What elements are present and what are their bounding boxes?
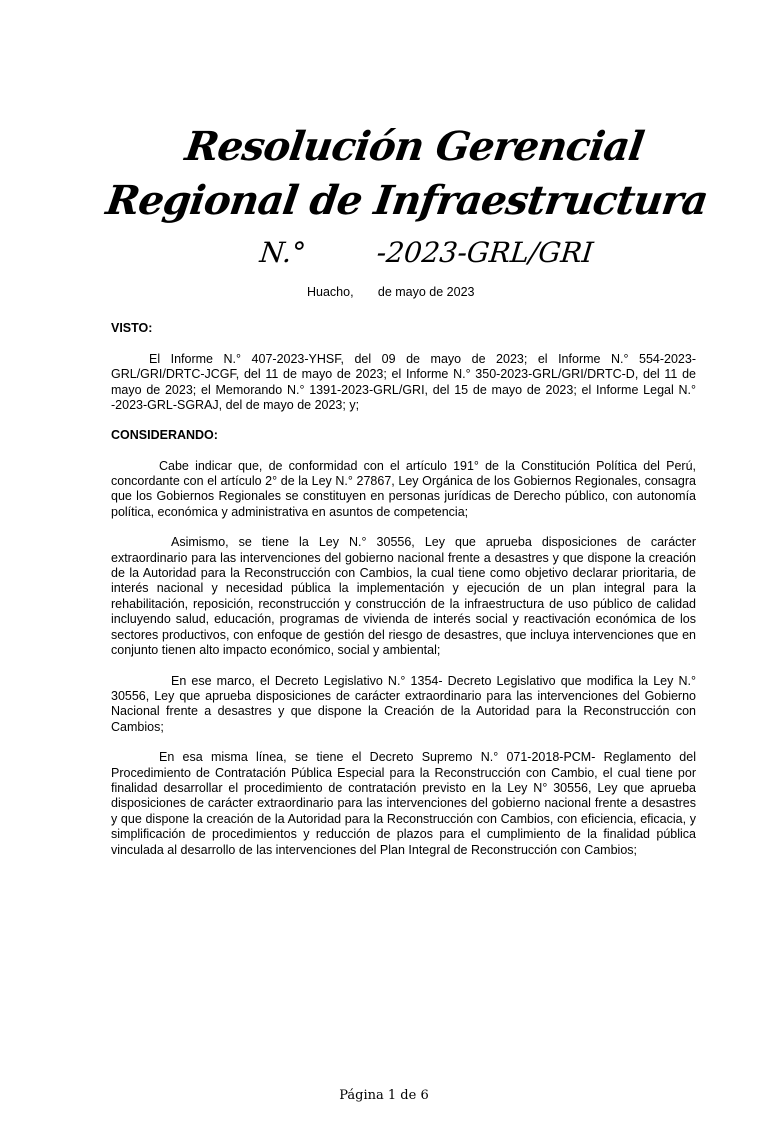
document-title: Resolución Gerencial Regional de Infraestructura	[103, 123, 711, 224]
considerando-paragraph-4: En esa misma línea, se tiene el Decreto Supremo N.° 071-2018-PCM- Reglamento del Procedimiento de Contratación Pública Especial para la Reconstrucción con Cambio, el cual tiene por finalidad desarrollar el procedimiento de contratación previsto en la Ley N° 30556, Ley que aprueba disposiciones de carácter extraordinario para las intervenciones del gobierno nacional frente a desastres y que dispone la creación de la Autoridad para la Reconstrucción con Cambios, con eficiencia, eficacia, y simplificación de procedimientos y reducción de plazos para el cumplimiento de la finalidad pública vinculada al desarrollo de las intervenciones del Plan Integral de Reconstrucción con Cambios;	[111, 750, 696, 857]
considerando-paragraph-2: Asimismo, se tiene la Ley N.° 30556, Ley que aprueba disposiciones de carácter extraordinario para las intervenciones del gobierno nacional frente a desastres y que dispone la creación de la Autoridad para la Reconstrucción con Cambios, la cual tiene como objetivo declarar prioritaria, de interés nacional y necesidad pública la implementación y ejecución de un plan integral para la rehabilitación, reposición, reconstrucción y construcción de la infraestructura de uso público de calidad incluyendo salud, educación, programas de vivienda de interés social y reactivación económica de los sectores productivos, con enfoque de gestión del riesgo de desastres, que incluya intervenciones que en conjunto tienen alto impacto económico, social y ambiental;	[111, 535, 696, 658]
visto-paragraph: El Informe N.° 407-2023-YHSF, del 09 de mayo de 2023; el Informe N.° 554-2023-GRL/GRI/DRTC-JCGF, del 11 de mayo de 2023; el Informe N.° 350-2023-GRL/GRI/DRTC-D, del 11 de mayo de 2023; el Memorando N.° 1391-2023-GRL/GRI, del 15 de mayo de 2023; el Informe Legal N.° -2023-GRL-SGRAJ, del de mayo de 2023; y;	[111, 352, 696, 413]
considerando-paragraph-1: Cabe indicar que, de conformidad con el artículo 191° de la Constitución Política del Perú, concordante con el artículo 2° de la Ley N.° 27867, Ley Orgánica de los Gobiernos Regionales, consagra que los Gobiernos Regionales se constituyen en personas jurídicas de Derecho público, con autonomía política, económica y administrativa en asuntos de competencia;	[111, 458, 696, 519]
considerando-heading: CONSIDERANDO:	[111, 427, 218, 442]
document-page	[0, 120, 768, 1144]
considerando-paragraph-3: En ese marco, el Decreto Legislativo N.° 1354- Decreto Legislativo que modifica la Ley N.° 30556, Ley que aprueba disposiciones de carácter extraordinario para las intervenciones del Gobierno Nacional frente a desastres y que dispone la Creación de la Autoridad para la Reconstrucción con Cambios;	[111, 673, 696, 734]
page-footer: Página 1 de 6	[339, 1088, 429, 1103]
visto-heading: VISTO:	[111, 321, 153, 335]
resolution-number: N.° -2023-GRL/GRI	[258, 236, 595, 269]
place-date: Huacho, de mayo de 2023	[307, 285, 475, 299]
